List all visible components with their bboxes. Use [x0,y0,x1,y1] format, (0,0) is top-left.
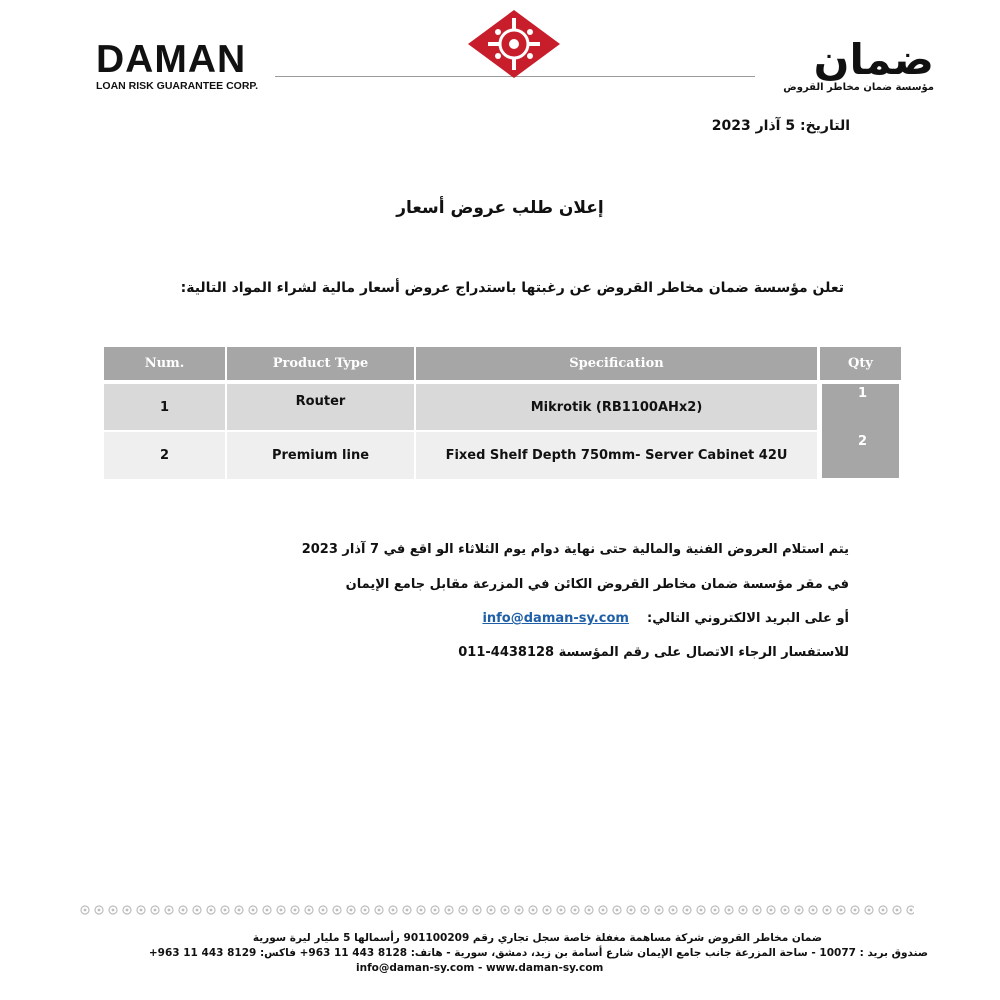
footer-company-line: ضمان مخاطر القروض شركة مساهمة مغفلة خاصة سجل تجاري رقم 901100209 رأسمالها 5 مليار ليرة سورية [252,932,822,944]
footer-address-line: صندوق بريد : 10077 - ساحة المزرعة جانب جامع الإيمان شارع أسامة بن زيد، دمشق، سورية - هاتف: 8128 443 11 963+ فاكس: 8129 443 11 963+ [148,947,928,959]
items-table [104,347,901,479]
body-line-3 [482,611,849,626]
row1-num: 1 [104,384,225,430]
daman-english-logo [96,40,276,92]
body-line-2: في مقر مؤسسة ضمان مخاطر القروض الكائن في المزرعة مقابل جامع الإيمان [345,577,849,592]
email-link[interactable]: info@daman-sy.com [482,611,629,626]
row1-product-type: Router [227,384,414,430]
qty-column [822,384,899,478]
row1-qty: 1 [858,386,868,401]
letter-intro: تعلن مؤسسة ضمان مخاطر القروض عن رغبتها باستدراج عروض أسعار مالية لشراء المواد التالية: [180,280,844,296]
logo-en-wordmark: DAMAN [96,38,247,81]
logo-ar-wordmark: ضمان [813,35,934,84]
body-line-1: يتم استلام العروض الفنية والمالية حتى نهاية دوام يوم الثلاثاء الو اقع في 7 آذار 2023 [301,542,849,557]
row2-specification: Fixed Shelf Depth 750mm- Server Cabinet 42U [416,432,817,479]
header-product-type: Product Type [227,347,414,380]
body-line-4: للاستفسار الرجاء الاتصال على رقم المؤسسة 4438128-011 [458,645,849,660]
row1-specification: Mikrotik (RB1100AHx2) [416,384,817,430]
letter-date: التاريخ: 5 آذار 2023 [711,118,850,134]
header-specification: Specification [416,347,817,380]
email-label: أو على البريد الالكتروني التالي: [647,611,849,626]
footer-pattern-border [78,904,914,916]
header-qty: Qty [820,347,901,380]
daman-emblem-icon [468,10,560,78]
header-num: Num. [104,347,225,380]
daman-arabic-logo [783,35,934,94]
row2-num: 2 [104,432,225,479]
logo-ar-tagline: مؤسسة ضمان مخاطر القروض [783,82,934,93]
footer-web-line: info@daman-sy.com - www.daman-sy.com [356,962,604,974]
logo-en-tagline: LOAN RISK GUARANTEE CORP. [96,80,258,92]
row2-product-type: Premium line [227,432,414,479]
letter-title: إعلان طلب عروض أسعار [396,198,604,218]
row2-qty: 2 [858,434,868,449]
